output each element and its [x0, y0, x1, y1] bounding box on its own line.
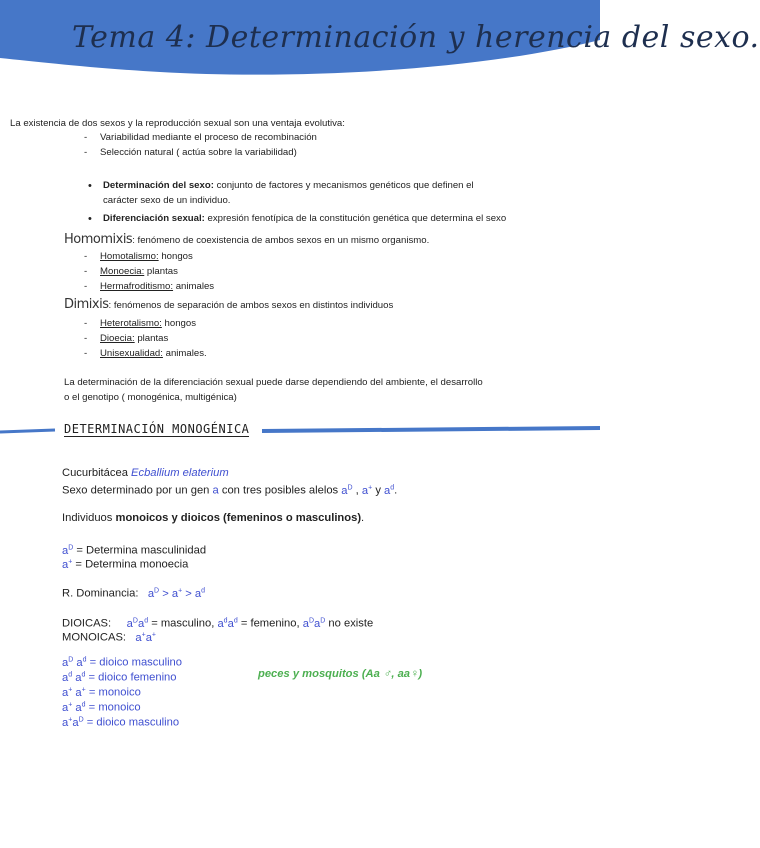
- monoicas-line: MONOICAS: a+a+: [62, 631, 157, 644]
- homomixis-item: - Monoecia: plantas: [100, 265, 178, 279]
- intro-line: La existencia de dos sexos y la reproducción sexual son una ventaja evolutiva:: [10, 118, 345, 129]
- section-heading: DETERMINACIÓN MONOGÉNICA: [64, 422, 250, 436]
- dimixis-item: - Unisexualidad: animales.: [100, 347, 207, 361]
- dimixis-item: - Heterotalismo: hongos: [100, 317, 196, 331]
- homomixis-item: - Homotalismo: hongos: [100, 250, 193, 264]
- dominance-line: R. Dominancia: $a^D > a^+ > a^d$: [62, 587, 206, 600]
- genotype-row: a+ a+ = monoico: [62, 686, 141, 699]
- genotype-row: $a^D$ $a^d$ = dioico masculino: [62, 656, 183, 669]
- definition-item: • Diferenciación sexual: expresión fenotípica de la constitución genética que determina el sexo: [103, 212, 506, 226]
- dimixis-definition: Dimixis: fenómenos de separación de ambos sexos en distintos individuos: [64, 297, 394, 312]
- definition-continuation: carácter sexo de un individuo.: [103, 195, 231, 206]
- genotype-row: $a^+a^D$ = dioico masculino: [62, 716, 180, 729]
- species-line: Cucurbitácea Ecballium elaterium: [62, 467, 229, 479]
- gene-line: Sexo determinado por un gen a con tres posibles alelos $a^D$ , a+ y $a^d$.: [62, 484, 398, 497]
- intro-item: - Variabilidad mediante el proceso de recombinación: [100, 131, 317, 145]
- genotype-row: $a^d$ $a^d$ = dioico femenino: [62, 671, 177, 684]
- individuals-line: Individuos monoicos y dioicos (femeninos o masculinos).: [62, 512, 365, 524]
- homomixis-item: - Hermafroditismo: animales: [100, 280, 214, 294]
- dimixis-item: - Dioecia: plantas: [100, 332, 168, 346]
- conclusion-line: o el genotipo ( monogénica, multigénica): [64, 392, 237, 403]
- allele-aD: $a^D$ = Determina masculinidad: [62, 544, 207, 557]
- page-title: Tema 4: Determinación y herencia del sexo.: [72, 20, 760, 55]
- definition-item: • Determinación del sexo: conjunto de factores y mecanismos genéticos que definen el: [103, 179, 474, 193]
- note-annotation: peces y mosquitos (Aa ♂, aa♀): [258, 668, 423, 680]
- dioicas-line: DIOICAS: $a^Da^d$ = masculino, $a^da^d$ = femenino, $a^Da^D$ no existe: [62, 617, 374, 630]
- allele-aplus: a+ = Determina monoecia: [62, 558, 189, 571]
- homomixis-definition: Homomixis: fenómeno de coexistencia de ambos sexos en un mismo organismo.: [64, 232, 430, 247]
- genotype-row: a+ $a^d$ = monoico: [62, 701, 141, 714]
- intro-item: - Selección natural ( actúa sobre la variabilidad): [100, 146, 297, 160]
- conclusion-line: La determinación de la diferenciación sexual puede darse dependiendo del ambiente, el desarrollo: [64, 377, 483, 388]
